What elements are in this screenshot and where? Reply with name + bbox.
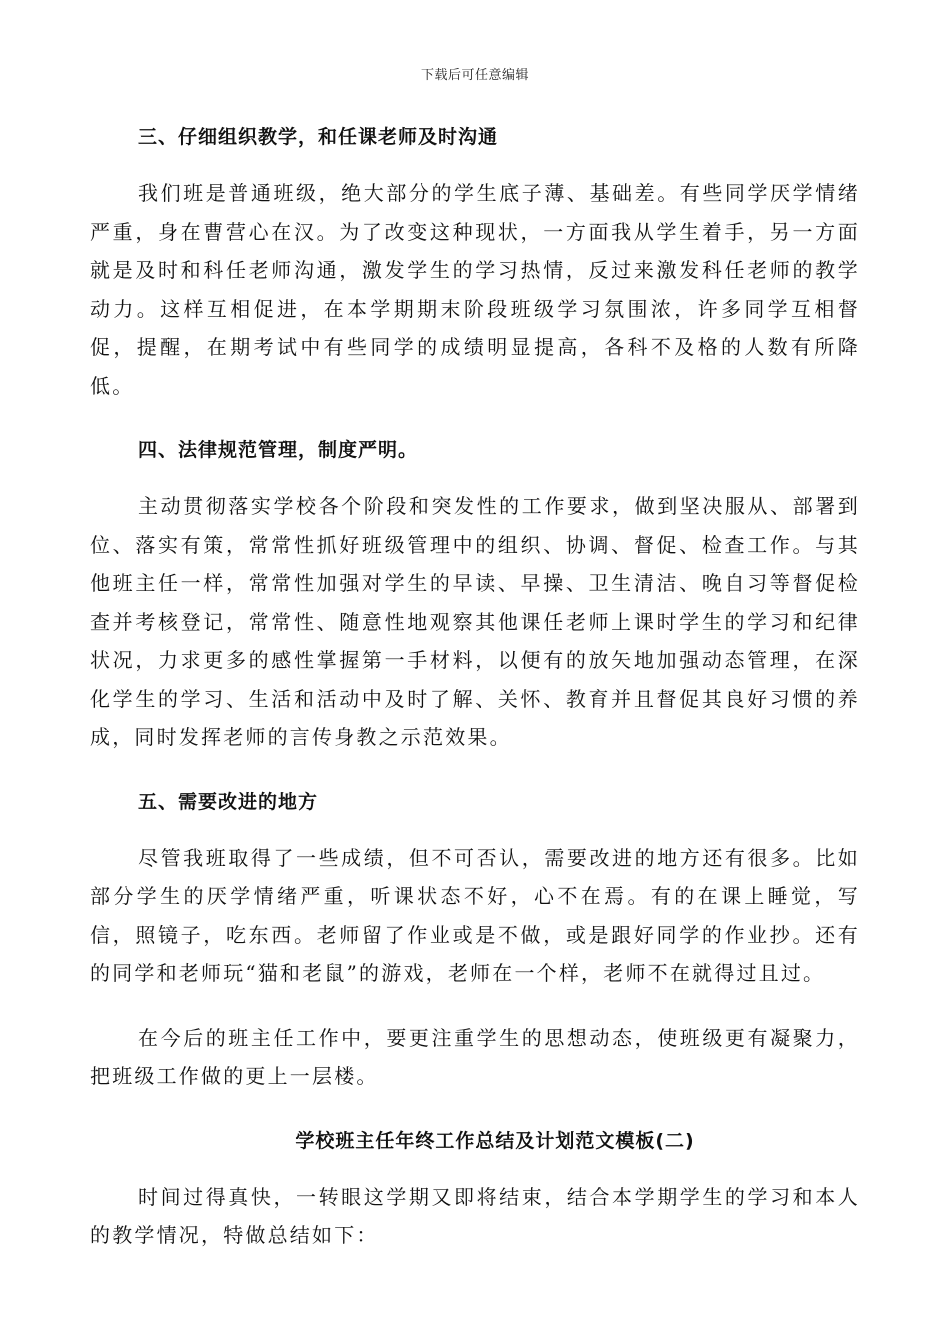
part-2-title: 学校班主任年终工作总结及计划范文模板(二) (295, 1129, 695, 1152)
section-3-paragraph: 我们班是普通班级，绝大部分的学生底子薄、基础差。有些同学厌学情绪严重，身在曹营心在汉。为了改变这种现状，一方面我从学生着手，另一方面就是及时和科任老师沟通，激发学生的学习热情，反过来激发科任老师的教学动力。这样互相促进，在本学期期末阶段班级学习氛围浓，许多同学互相督促，提醒，在期考试中有些同学的成绩明显提高，各科不及格的人数有所降低。 (90, 181, 860, 398)
section-5-heading: 五、需要改进的地方 (138, 790, 319, 813)
section-3-heading: 三、仔细组织教学，和任课老师及时沟通 (138, 126, 499, 148)
page-header: 下载后可任意编辑 (420, 68, 529, 83)
section-5-paragraph-2: 在今后的班主任工作中，要更注重学生的思想动态，使班级更有凝聚力，把班级工作做的更上一层楼。 (90, 1025, 860, 1088)
document-body (90, 118, 860, 1255)
section-4-heading: 四、法律规范管理，制度严明。 (138, 439, 419, 461)
section-5-paragraph-1: 尽管我班取得了一些成绩，但不可否认，需要改进的地方还有很多。比如部分学生的厌学情绪严重，听课状态不好，心不在焉。有的在课上睡觉，写信，照镜子，吃东西。老师留了作业或是不做，或是跟好同学的作业抄。还有的同学和老师玩“猫和老鼠”的游戏，老师在一个样，老师不在就得过且过。 (90, 845, 860, 985)
part-2-paragraph: 时间过得真快，一转眼这学期又即将结束，结合本学期学生的学习和本人的教学情况，特做总结如下： (90, 1184, 860, 1247)
section-4-paragraph: 主动贯彻落实学校各个阶段和突发性的工作要求，做到坚决服从、部署到位、落实有策，常常性抓好班级管理中的组织、协调、督促、检查工作。与其他班主任一样，常常性加强对学生的早读、早操、卫生清洁、晚自习等督促检查并考核登记，常常性、随意性地观察其他课任老师上课时学生的学习和纪律状况，力求更多的感性掌握第一手材料，以便有的放矢地加强动态管理，在深化学生的学习、生活和活动中及时了解、关怀、教育并且督促其良好习惯的养成，同时发挥老师的言传身教之示范效果。 (90, 494, 860, 749)
